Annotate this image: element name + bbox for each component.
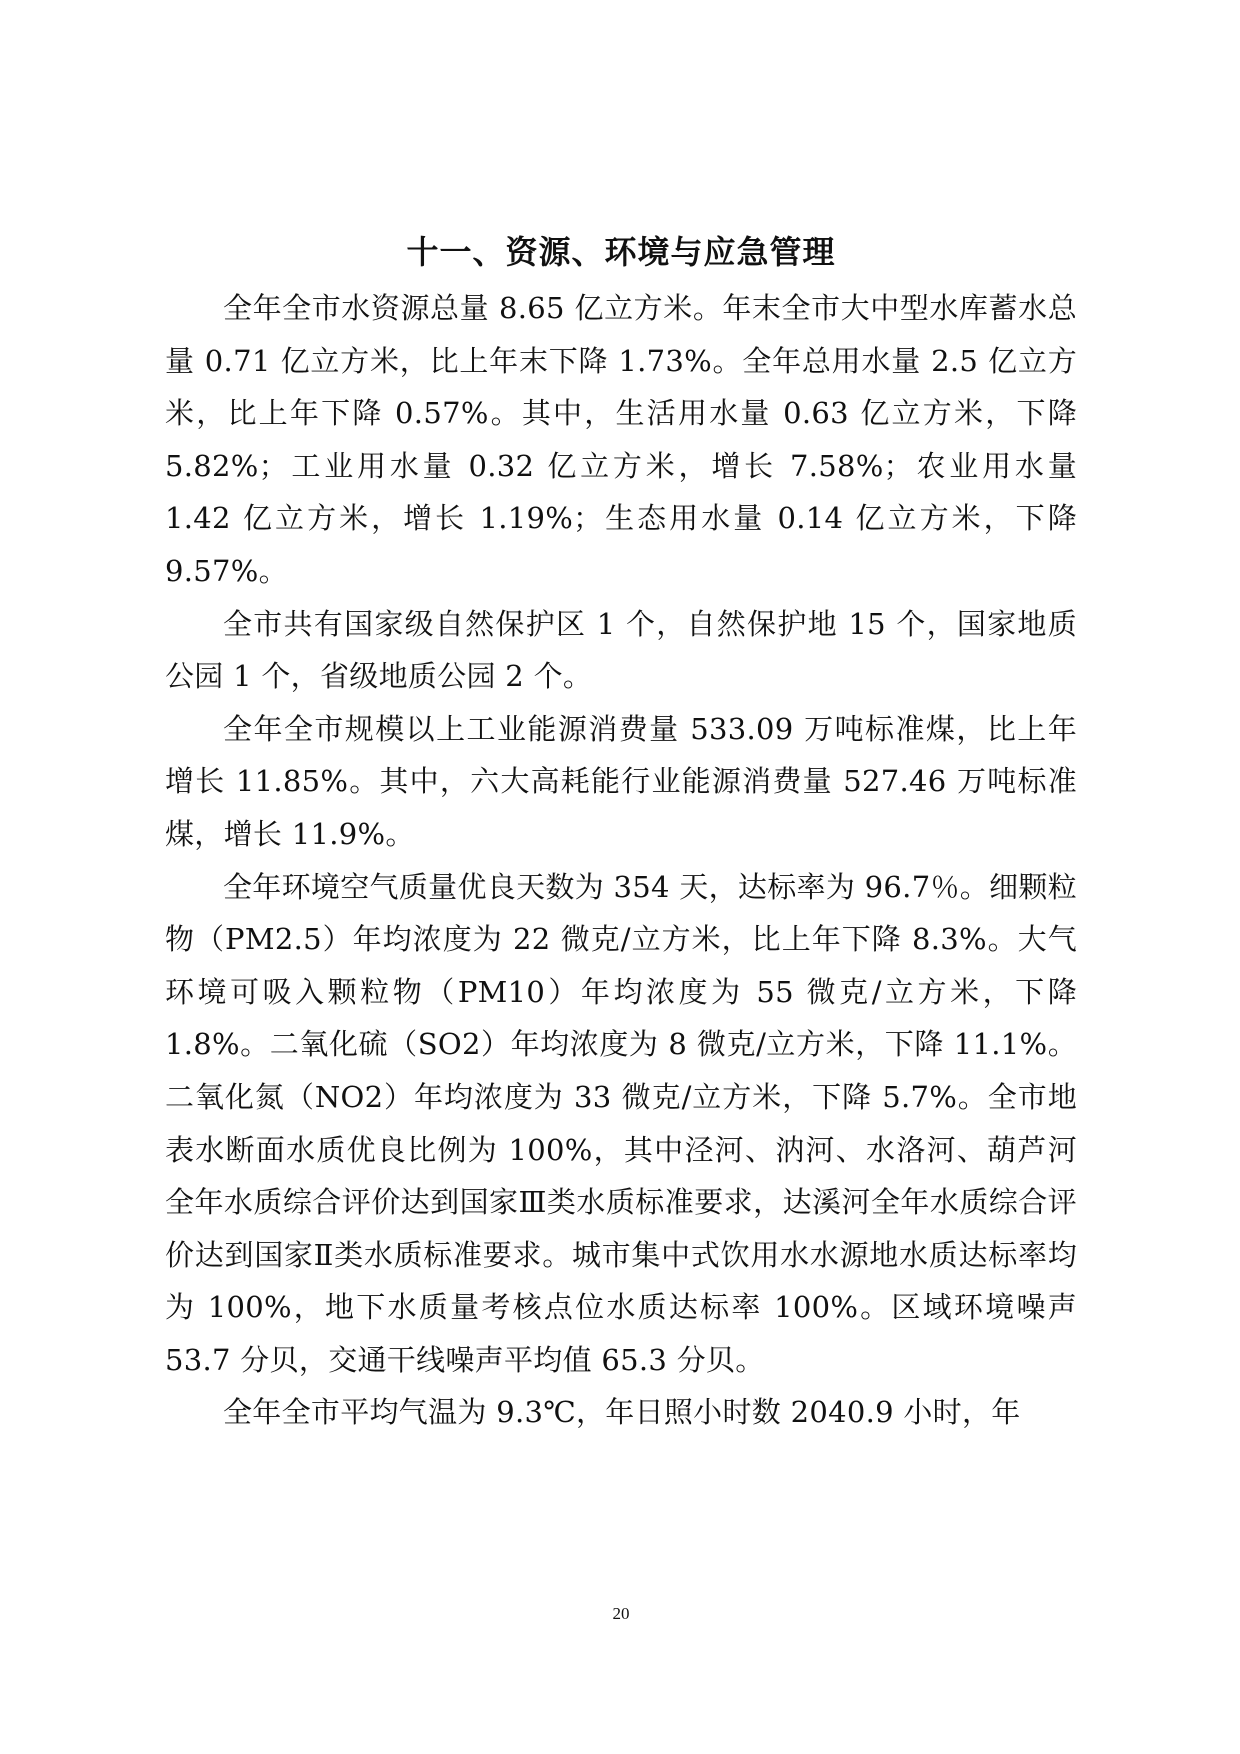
paragraph-water-resources: 全年全市水资源总量 8.65 亿立方米。年末全市大中型水库蓄水总量 0.71 亿立方米，比上年末下降 1.73%。全年总用水量 2.5 亿立方米，比上年下降 0.57%。其中，生活用水量 0.63 亿立方米，下降 5.82%；工业用水量 0.32 亿立方米，增长 7.58%；农业用水量 1.42 亿立方米，增长 1.19%；生态用水量 0.14 亿立方米，下降 9.57%。 [165, 291, 1077, 588]
section-body [165, 282, 1077, 1439]
paragraph-energy-consumption: 全年全市规模以上工业能源消费量 533.09 万吨标准煤，比上年增长 11.85%。其中，六大高耗能行业能源消费量 527.46 万吨标准煤，增长 11.9%。 [165, 711, 1077, 851]
document-page [165, 0, 1077, 1754]
paragraph-nature-reserves: 全市共有国家级自然保护区 1 个，自然保护地 15 个，国家地质公园 1 个，省级地质公园 2 个。 [165, 606, 1077, 694]
paragraph-environment-quality: 全年环境空气质量优良天数为 354 天，达标率为 96.7％。细颗粒物（PM2.5）年均浓度为 22 微克/立方米，比上年下降 8.3%。大气环境可吸入颗粒物（PM10）年均浓度为 55 微克/立方米，下降 1.8%。二氧化硫（SO2）年均浓度为 8 微克/立方米，下降 11.1%。二氧化氮（NO2）年均浓度为 33 微克/立方米，下降 5.7%。全市地表水断面水质优良比例为 100%，其中泾河、汭河、水洛河、葫芦河全年水质综合评价达到国家Ⅲ类水质标准要求，达溪河全年水质综合评价达到国家Ⅱ类水质标准要求。城市集中式饮用水水源地水质达标率均为 100%，地下水质量考核点位水质达标率 100%。区域环境噪声 53.7 分贝，交通干线噪声平均值 65.3 分贝。 [165, 869, 1077, 1377]
page-number: 20 [612, 1604, 630, 1623]
paragraph-climate: 全年全市平均气温为 9.3℃，年日照小时数 2040.9 小时，年 [223, 1395, 1021, 1430]
section-title: 十一、资源、环境与应急管理 [406, 233, 836, 271]
